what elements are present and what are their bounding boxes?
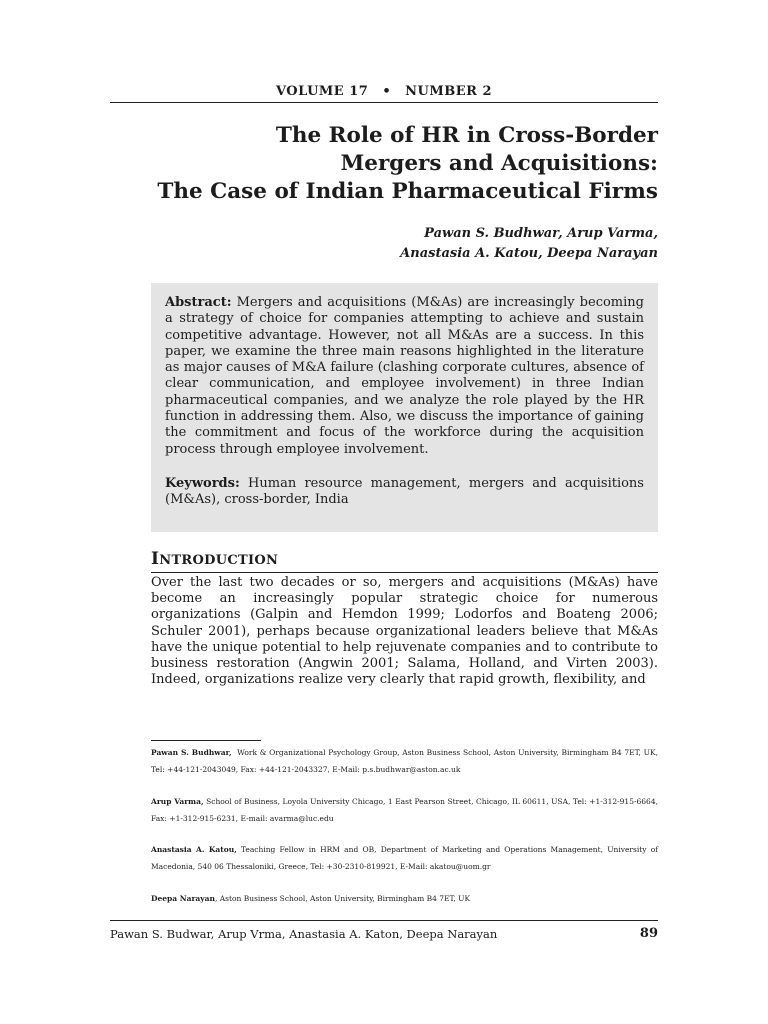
abstract-box	[151, 283, 658, 532]
author-list	[110, 224, 658, 264]
abstract-paragraph	[165, 295, 644, 458]
footer-authors: Pawan S. Budwar, Arup Vrma, Anastasia A. Katon, Deepa Narayan	[110, 927, 498, 941]
keywords-text: Human resource management, mergers and acquisitions (M&As), cross-border, India	[165, 475, 644, 508]
header-separator: •	[382, 84, 392, 99]
footnote-author-name: Anastasia A. Katou,	[151, 845, 237, 854]
title-line: The Case of Indian Pharmaceutical Firms	[157, 179, 658, 204]
footnote-item	[151, 744, 658, 778]
footnote-item	[151, 793, 658, 827]
journal-header	[110, 84, 658, 99]
footnote-author-name: Pawan S. Budhwar,	[151, 748, 232, 757]
heading-initial: I	[151, 549, 160, 569]
keywords-label: Keywords:	[165, 475, 240, 491]
footnote-author-name: Deepa Narayan	[151, 893, 215, 903]
footnote-details: , Aston Business School, Aston University, Birmingham B4 7ET, UK	[214, 893, 471, 903]
footnote-details: Work & Organizational Psychology Group, Aston Business School, Aston University, Birmingham B4 7ET, UK, Tel: +44-121-2043049, Fax: +44-121-2043327, E-Mail: p.s.budhwar@aston.ac.uk	[151, 748, 658, 774]
header-rule	[110, 102, 658, 103]
title-line: The Role of HR in Cross-Border	[275, 123, 658, 148]
abstract-label: Abstract:	[165, 295, 232, 310]
page-number: 89	[639, 926, 658, 941]
article-title	[110, 122, 658, 206]
footnote-item	[151, 841, 658, 875]
author-line: Pawan S. Budhwar, Arup Varma,	[424, 226, 658, 241]
introduction-heading	[151, 549, 658, 569]
author-line: Anastasia A. Katou, Deepa Narayan	[400, 246, 658, 261]
keywords-paragraph	[165, 476, 644, 509]
footer-rule	[110, 920, 658, 921]
footnote-details: School of Business, Loyola University Chicago, 1 East Pearson Street, Chicago, IL 60611, USA, Tel: +1-312-915-6664, Fax: +1-312-915-6231, E-mail: avarma@luc.edu	[151, 796, 658, 823]
footnote-rule	[151, 740, 261, 741]
volume-label: VOLUME 17	[275, 84, 369, 99]
footnote-item	[151, 890, 658, 907]
title-line: Mergers and Acquisitions:	[340, 151, 658, 176]
footnote-details: Teaching Fellow in HRM and OB, Department of Marketing and Operations Management, University of Macedonia, 540 06 Thessaloniki, Greece, Tel: +30-2310-819921, E-Mail: akatou@uom.gr	[151, 845, 658, 871]
introduction-paragraph: Over the last two decades or so, mergers and acquisitions (M&As) have become an increasingly popular strategic choice for numerous organizations (Galpin and Hemdon 1999; Lodorfos and Boateng 2006; Schuler 2001), perhaps because organizational leaders believe that M&As have the unique potential to help rejuvenate companies and to contribute to business restoration (Angwin 2001; Salama, Holland, and Virten 2003). Indeed, organizations realize very clearly that rapid growth, flexibility, and	[151, 575, 658, 688]
abstract-text: Mergers and acquisitions (M&As) are increasingly becoming a strategy of choice for companies attempting to achieve and sustain competitive advantage. However, not all M&As are a success. In this paper, we examine the three main reasons highlighted in the literature as major causes of M&A failure (clashing corporate cultures, absence of clear communication, and employee involvement) in three Indian pharmaceutical companies, and we analyze the role played by the HR function in addressing them. Also, we discuss the importance of gaining the commitment and focus of the workforce during the acquisition process through employee involvement.	[165, 295, 644, 457]
section-rule	[151, 572, 658, 573]
heading-rest: NTRODUCTION	[159, 553, 279, 568]
footnote-author-name: Arup Varma,	[151, 796, 204, 806]
author-footnotes	[151, 744, 658, 921]
issue-number-label: NUMBER 2	[405, 84, 493, 99]
